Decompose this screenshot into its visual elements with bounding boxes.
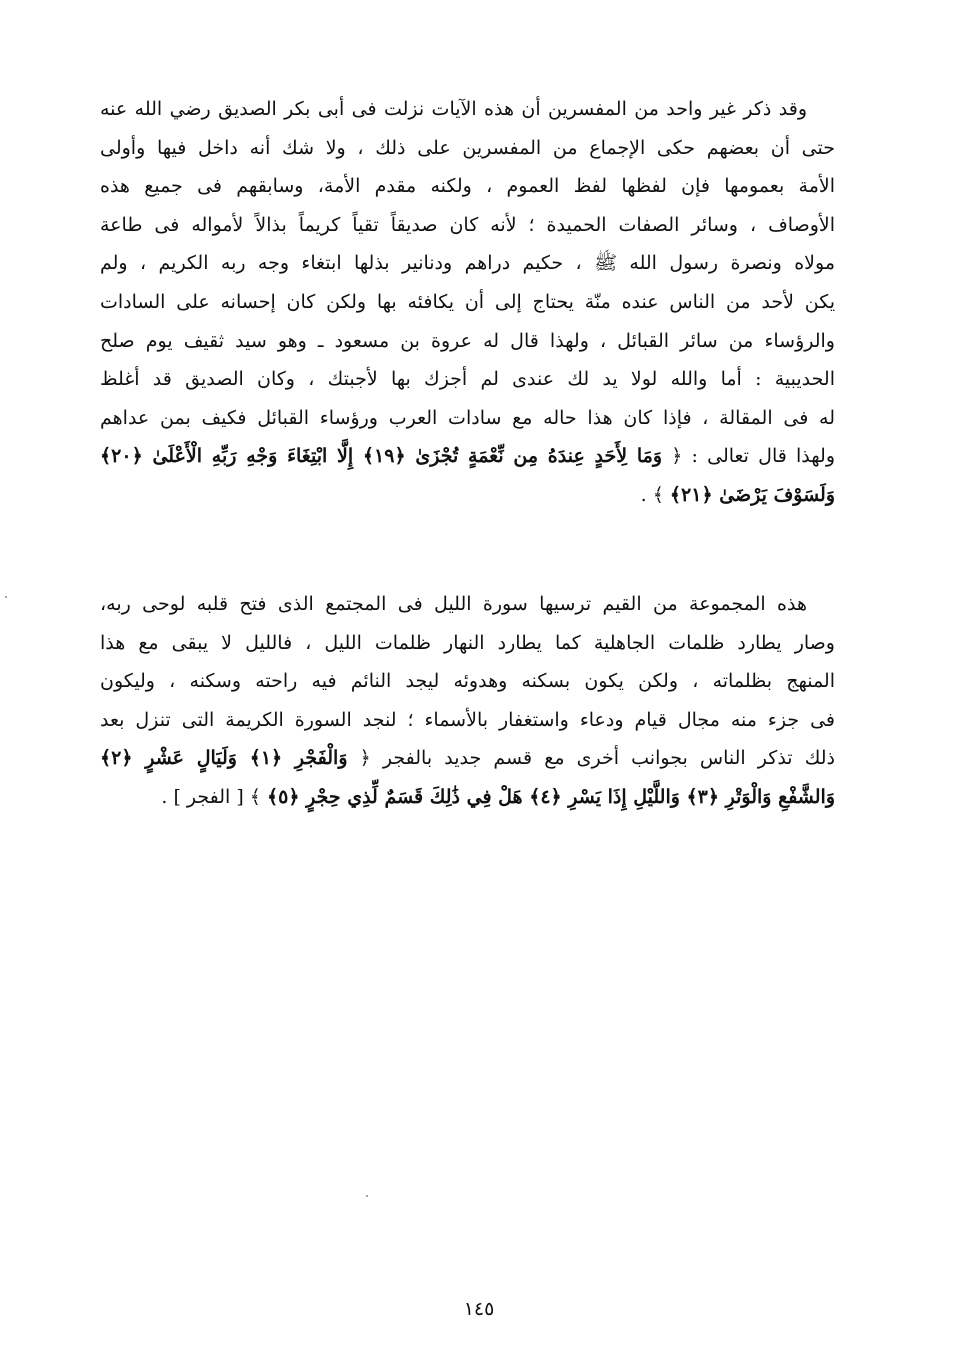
paragraph-2 (100, 585, 835, 817)
quran-verse: وَالشَّفْعِ وَالْوَتْرِ ﴿٣﴾ وَاللَّيْلِ إِذَا يَسْرِ ﴿٤﴾ هَلْ فِي ذَٰلِكَ قَسَمٌ لِّذِي حِجْرٍ ﴿٥﴾ (267, 785, 835, 808)
quran-verse: وَلَسَوْفَ يَرْضَىٰ ﴿٢١﴾ (669, 483, 835, 506)
verse-close: ﴾ . (640, 483, 664, 506)
paragraph-line: يكن لأحد من الناس عنده منّة يحتاج إلى أن يكافئه بها ولكن كان إحسانه على السادات (100, 290, 835, 313)
quran-verse-line (100, 778, 835, 817)
paragraph-line: هذه المجموعة من القيم ترسيها سورة الليل فى المجتمع الذى فتح قلبه لوحى ربه، (100, 593, 807, 615)
quran-verse-line (100, 739, 835, 778)
paragraph-line: له فى المقالة ، فإذا كان هذا حاله مع سادات العرب ورؤساء القبائل فكيف بمن عداهم (100, 406, 835, 429)
page-number: ١٤٥ (463, 1298, 495, 1320)
verse-intro: ولهذا قال تعالى : ﴿ (671, 445, 835, 468)
paragraph-line: وصار يطارد ظلمات الجاهلية كما يطارد النهار ظلمات الليل ، فالليل لا يبقى مع هذا (100, 631, 835, 654)
paragraph-line: الأوصاف ، وسائر الصفات الحميدة ؛ لأنه كان صديقاً تقياً كريماً بذالاً لأمواله فى طاعة (100, 213, 835, 236)
paragraph-line: وقد ذكر غير واحد من المفسرين أن هذه الآيات نزلت فى أبى بكر الصديق رضي الله عنه (100, 98, 807, 120)
quran-verse-line (100, 437, 835, 476)
paragraph-line: فى جزء منه مجال قيام ودعاء واستغفار بالأسماء ؛ لنجد السورة الكريمة التى تنزل بعد (100, 708, 835, 731)
paragraph-line: حتى أن بعضهم حكى الإجماع من المفسرين على ذلك ، ولا شك أنه داخل فيها وأولى (100, 136, 835, 159)
paragraph-line: والرؤساء من سائر القبائل ، ولهذا قال له عروة بن مسعود ـ وهو سيد ثقيف يوم صلح (100, 329, 835, 352)
verse-intro: ذلك تذكر الناس بجوانب أخرى مع قسم جديد بالفجر ﴿ (359, 747, 835, 770)
paragraph-line: الحديبية : أما والله لولا يد لك عندى لم أجزك بها لأجبتك ، وكان الصديق قد أغلظ (100, 368, 835, 391)
quran-verse: وَالْفَجْرِ ﴿١﴾ وَلَيَالٍ عَشْرٍ ﴿٢﴾ (100, 747, 348, 770)
paragraph-1 (100, 90, 835, 515)
quran-verse: وَمَا لِأَحَدٍ عِندَهُ مِن نِّعْمَةٍ تُجْزَىٰ ﴿١٩﴾ إِلَّا ابْتِغَاءَ وَجْهِ رَبِّهِ الْأَعْلَىٰ ﴿٢٠﴾ (100, 445, 663, 468)
paragraph-line: المنهج بظلماته ، ولكن يكون بسكنه وهدوئه ليجد النائم فيه راحته وسكنه ، وليكون (100, 670, 835, 693)
paragraph-line: مولاه ونصرة رسول الله ﷺ ، حكيم دراهم ودنانير بذلها ابتغاء وجه ربه الكريم ، ولم (100, 252, 835, 275)
verse-close: ﴾ [ الفجر ] . (161, 785, 261, 808)
paragraph-line: الأمة بعمومها فإن لفظها لفظ العموم ، ولكنه مقدم الأمة، وسابقهم فى جميع هذه (100, 175, 835, 198)
scan-speck (366, 1195, 368, 1197)
quran-verse-line (100, 476, 835, 515)
scan-speck (5, 596, 7, 598)
